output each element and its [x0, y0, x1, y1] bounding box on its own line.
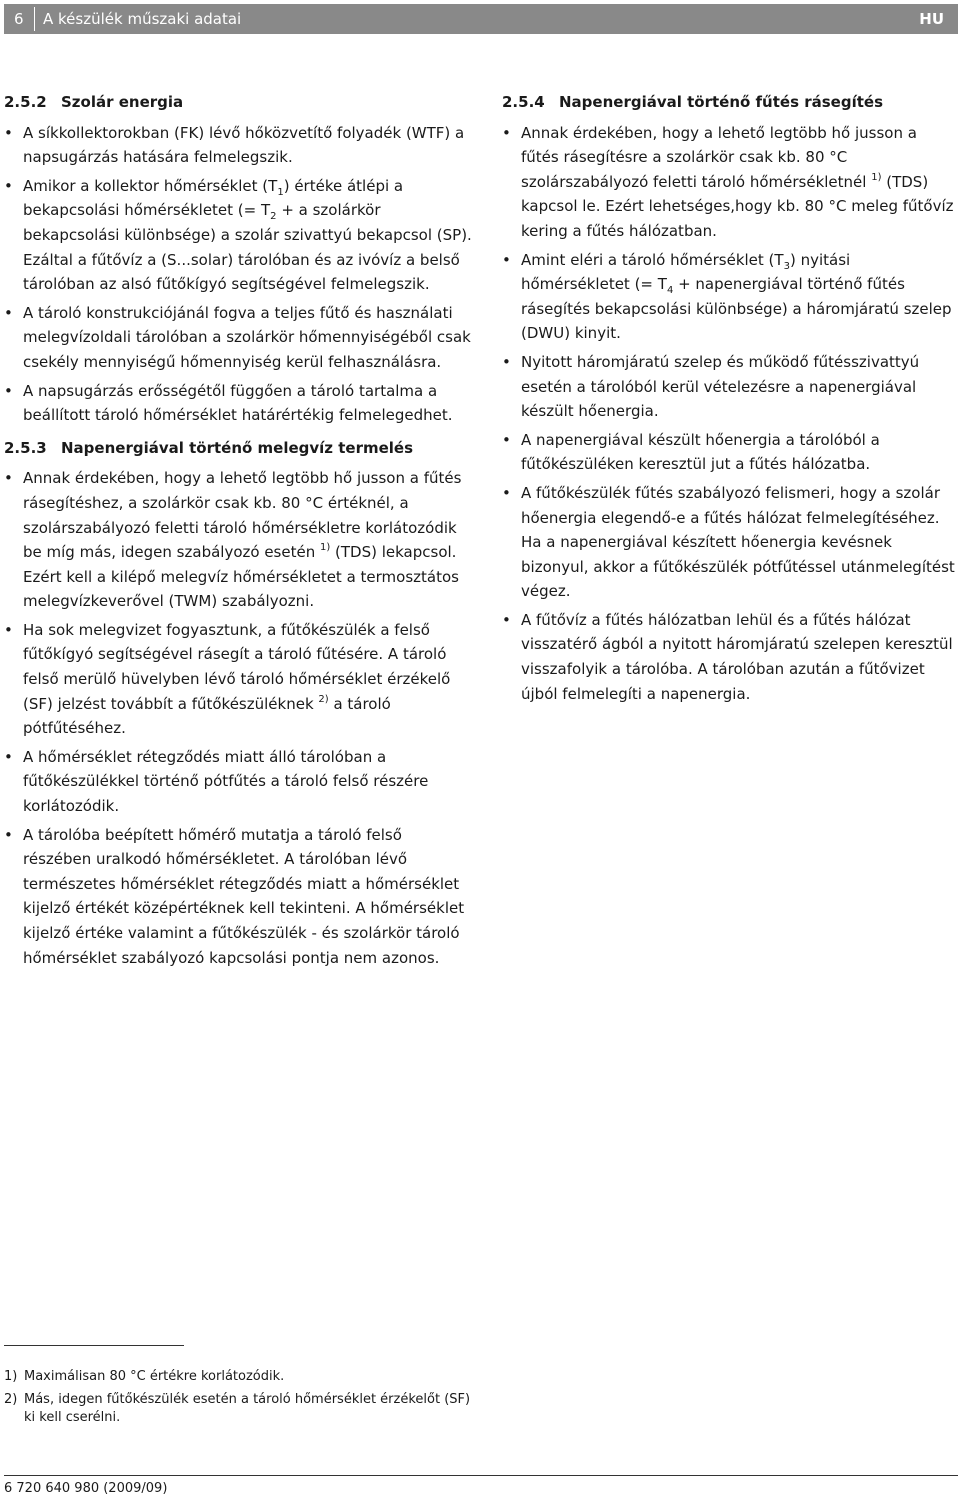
section-number: 2.5.4 [502, 93, 545, 111]
list-item [502, 428, 957, 477]
section-2-5-4-heading [502, 90, 957, 115]
section-2-5-3-list [4, 466, 474, 970]
footnote-ref: 1) [871, 171, 882, 183]
list-item [4, 301, 474, 375]
section-2-5-2-list [4, 121, 474, 428]
bullet-text: A tárolóba beépített hőmérő mutatja a tároló felső részében uralkodó hőmérsékletet. A tárolóban lévő természetes hőmérséklet rétegződés miatt a hőmérséklet kijelző értékét középértéknek kell tekinteni. A hőmérséklet kijelző értéke valamint a fűtőkészülék - és szolárkör tároló hőmérséklet szabályozó kapcsolási pontja nem azonos. [23, 825, 465, 967]
list-item [4, 379, 474, 428]
list-item [4, 823, 474, 971]
bullet-text: ) értéke átlépi a bekapcsolási hőmérsékletet (= T [23, 176, 404, 220]
bullet-text: (TDS) kapcsol le. Ezért lehetséges,hogy kb. 80 °C meleg fűtővíz kering a fűtés hálózatban. [521, 172, 954, 240]
bullet-text: A napenergiával készült hőenergia a tárolóból a fűtőkészüléken keresztül jut a fűtés hálózatba. [521, 430, 880, 474]
document-number: 6 720 640 980 (2009/09) [4, 1481, 168, 1496]
section-number: 2.5.2 [4, 93, 47, 111]
subscript: 4 [666, 285, 674, 297]
bullet-text: A fűtővíz a fűtés hálózatban lehül és a fűtés hálózat visszatérő ágból a nyitott háromjáratú szelepen keresztül visszafolyik a tárolóba. A tárolóban azután a fűtővizet újból felmelegíti a napenergia. [521, 610, 953, 703]
section-2-5-3-heading [4, 436, 474, 461]
list-item [4, 121, 474, 170]
bullet-text: ) nyitási hőmérsékletet (= T [521, 250, 851, 294]
list-item [502, 121, 957, 244]
bullet-text: A síkkollektorokban (FK) lévő hőközvetítő folyadék (WTF) a napsugárzás hatására felmelegszik. [23, 123, 465, 167]
list-item [502, 248, 957, 346]
section-title: Napenergiával történő melegvíz termelés [61, 438, 414, 457]
left-column [4, 90, 474, 978]
footnote-mark: 2) [4, 1392, 18, 1407]
footnote-text: Maximálisan 80 °C értékre korlátozódik. [24, 1369, 285, 1384]
footnote-ref: 1) [319, 542, 331, 554]
header-divider [34, 7, 35, 31]
bullet-text: Annak érdekében, hogy a lehető legtöbb hő jusson a fűtés rásegítéshez, a szolárkör csak kb. 80 °C értéknél, a szolárszabályozó feletti tároló hőmérsékletre korlátozódik be míg más, idegen szabályozó esetén [23, 469, 462, 562]
subscript: 3 [783, 260, 790, 272]
bullet-text: A tároló konstrukciójánál fogva a teljes fűtő és használati melegvízoldali tárolóban a szolárkör hőmennyiségéből csak csekély mennyiségű hőmennyiség kerül felhasználásra. [23, 303, 471, 371]
section-number: 2.5.3 [4, 438, 47, 457]
language-code: HU [919, 10, 944, 28]
footnote-item [4, 1368, 474, 1386]
list-item [4, 466, 474, 614]
footnote-divider [4, 1345, 184, 1346]
bullet-text: A napsugárzás erősségétől függően a tároló tartalma a beállított tároló hőmérséklet határértékig felmelegedhet. [23, 381, 453, 425]
footnote-ref: 2) [318, 693, 329, 705]
footnote-mark: 1) [4, 1369, 18, 1384]
subscript: 2 [270, 211, 277, 223]
list-item [502, 608, 957, 706]
list-item [4, 745, 474, 819]
list-item [502, 481, 957, 604]
footer-divider [4, 1475, 958, 1476]
footnote-text: Más, idegen fűtőkészülék esetén a tároló hőmérséklet érzékelőt (SF) ki kell cserélni. [24, 1392, 471, 1425]
bullet-text: + a szolárkör bekapcsolási különbsége) a szolár szivattyú bekapcsol (SP). Ezáltal a fűtővíz a (S...solar) tárolóban és az ivóvíz a belső tárolóban az alsó fűtőkígyó segítségével felmelegszik. [23, 201, 472, 294]
footnote-item [4, 1391, 474, 1427]
bullet-text: Amikor a kollektor hőmérséklet (T [23, 176, 278, 195]
subscript: 1 [277, 186, 284, 198]
right-column [502, 90, 957, 714]
bullet-text: Annak érdekében, hogy a lehető legtöbb hő jusson a fűtés rásegítésre a szolárkör csak kb. 80 °C szolárszabályozó feletti tároló hőmérsékletnél [521, 123, 917, 191]
bullet-text: A hőmérséklet rétegződés miatt álló tárolóban a fűtőkészülékkel történő pótfűtés a tároló felső részére korlátozódik. [23, 747, 429, 816]
list-item [4, 618, 474, 741]
section-title: Szolár energia [61, 93, 184, 111]
section-2-5-2-heading [4, 90, 474, 115]
list-item [4, 174, 474, 297]
section-title: Napenergiával történő fűtés rásegítés [559, 93, 883, 111]
section-2-5-4-list [502, 121, 957, 707]
list-item [502, 350, 957, 424]
bullet-text: (TDS) lekapcsol. Ezért kell a kilépő melegvíz hőmérsékletet a termosztátos melegvízkeverővel (TWM) szabályozni. [23, 543, 459, 611]
page-number: 6 [14, 10, 24, 28]
bullet-text: Ha sok melegvizet fogyasztunk, a fűtőkészülék a felső fűtőkígyó segítségével rásegít a tároló fűtésére. A tároló felső merülő hüvelyben lévő tároló hőmérséklet érzékelő (SF) jelzést továbbít a fűtőkészüléknek [23, 620, 451, 713]
footnotes [4, 1368, 474, 1432]
bullet-text: Amint eléri a tároló hőmérséklet (T [521, 250, 784, 269]
bullet-text: Nyitott háromjáratú szelep és működő fűtésszivattyú esetén a tárolóból kerül vételezésre a napenergiával készült hőenergia. [521, 352, 920, 421]
chapter-title: A készülék műszaki adatai [43, 10, 242, 28]
bullet-text: A fűtőkészülék fűtés szabályozó felismeri, hogy a szolár hőenergia elegendő-e a fűtés hálózat felmelegítéséhez. Ha a napenergiával készített hőenergia kevésnek bizonyul, akkor a fűtőkészülék pótfűtéssel utánmelegítést végez. [521, 483, 955, 601]
page-header-bar [4, 4, 958, 34]
bullet-text: a tároló pótfűtéséhez. [23, 694, 391, 738]
bullet-text: + napenergiával történő fűtés rásegítés bekapcsolási különbsége) a háromjáratú szelep (DWU) kinyit. [521, 275, 952, 343]
